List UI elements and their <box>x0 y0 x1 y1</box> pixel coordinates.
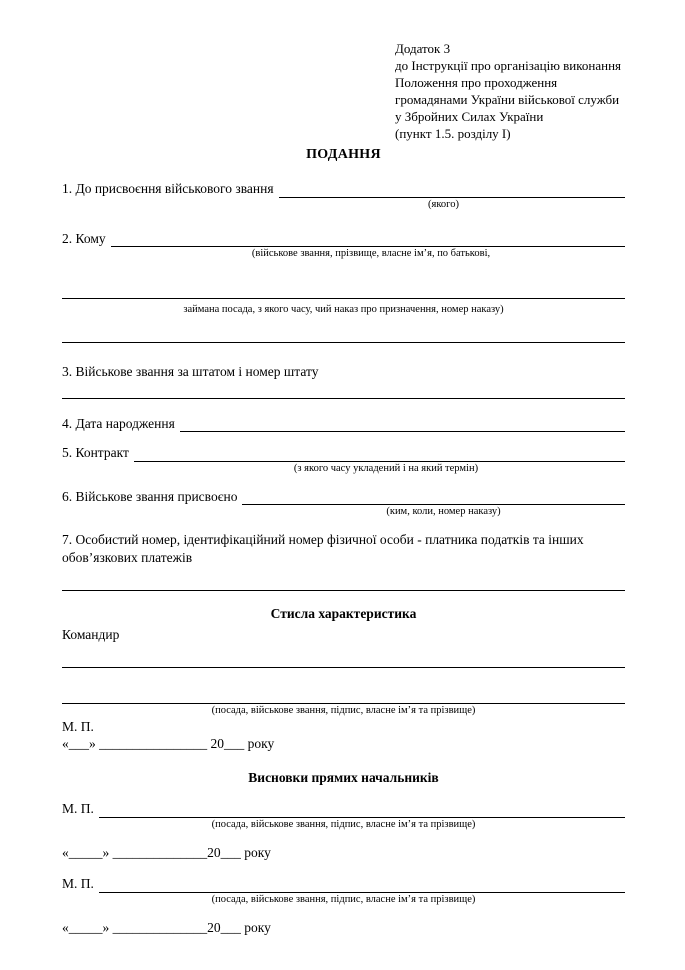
field-6-line <box>242 490 625 505</box>
field-2-line-2 <box>62 285 625 299</box>
field-7-line <box>62 577 625 591</box>
field-2-line <box>111 232 625 247</box>
annex-line: у Збройних Силах України <box>395 109 544 124</box>
conclusion-2-stamp: М. П. <box>62 876 94 892</box>
field-2-line-3 <box>62 329 625 343</box>
field-2-label: 2. Кому <box>62 230 106 246</box>
conclusion-1-row <box>62 800 625 818</box>
field-2-caption-2: займана посада, з якого часу, чий наказ про призначення, номер наказу) <box>183 304 504 316</box>
field-6-caption: (ким, коли, номер наказу) <box>386 506 501 518</box>
field-5-row <box>62 444 625 462</box>
field-1-caption: (якого) <box>428 198 459 210</box>
annex-line: Положення про проходження <box>395 75 558 90</box>
conclusion-1-date: «_____» ______________20___ року <box>62 844 271 860</box>
field-2-caption-1: (військове звання, прізвище, власне ім’я, по батькові, <box>251 248 491 260</box>
field-4-row <box>62 415 625 433</box>
annex-line: до Інструкції про організацію виконання <box>395 58 622 73</box>
field-5-line <box>134 447 625 462</box>
field-3-line <box>62 385 625 399</box>
conclusion-1-caption: (посада, військове звання, підпис, власне ім’я та прізвище) <box>211 818 476 830</box>
conclusion-2-caption: (посада, військове звання, підпис, власне ім’я та прізвище) <box>211 893 476 905</box>
field-4-label: 4. Дата народження <box>62 415 175 431</box>
characteristic-line-2 <box>62 690 625 704</box>
field-6-label: 6. Військове звання присвоєно <box>62 488 238 504</box>
date-line: «___» ________________ 20___ року <box>62 736 275 752</box>
conclusion-2-line <box>99 878 625 893</box>
field-3-label: 3. Військове звання за штатом і номер штату <box>62 364 319 380</box>
section-title-conclusions: Висновки прямих начальників <box>248 769 439 785</box>
conclusion-2-row <box>62 875 625 893</box>
commander-label: Командир <box>62 627 120 643</box>
field-5-caption: (з якого часу укладений і на який термін) <box>293 462 479 474</box>
stamp-label: М. П. <box>62 718 94 734</box>
conclusion-1-stamp: М. П. <box>62 801 94 817</box>
annex-header <box>395 40 625 142</box>
page-title: ПОДАННЯ <box>306 147 381 162</box>
field-1-label: 1. До присвоєння військового звання <box>62 181 274 197</box>
conclusion-2-date: «_____» ______________20___ року <box>62 919 271 935</box>
characteristic-line-1 <box>62 654 625 668</box>
field-6-row <box>62 488 625 506</box>
field-1-line <box>279 183 625 198</box>
annex-line: громадянами України військової служби <box>395 92 620 107</box>
field-4-line <box>180 417 625 432</box>
signature-caption: (посада, військове звання, підпис, власне ім’я та прізвище) <box>211 704 476 716</box>
section-title-characteristic: Стисла характеристика <box>270 605 417 621</box>
annex-line: (пункт 1.5. розділу І) <box>395 126 511 141</box>
conclusion-1-line <box>99 803 625 818</box>
field-2-row <box>62 230 625 248</box>
field-5-label: 5. Контракт <box>62 445 129 461</box>
annex-line: Додаток 3 <box>395 41 451 56</box>
field-1-row <box>62 180 625 198</box>
field-7-label: 7. Особистий номер, ідентифікаційний номер фізичної особи - платника податків та інших обов’язкових платежів <box>62 532 584 566</box>
